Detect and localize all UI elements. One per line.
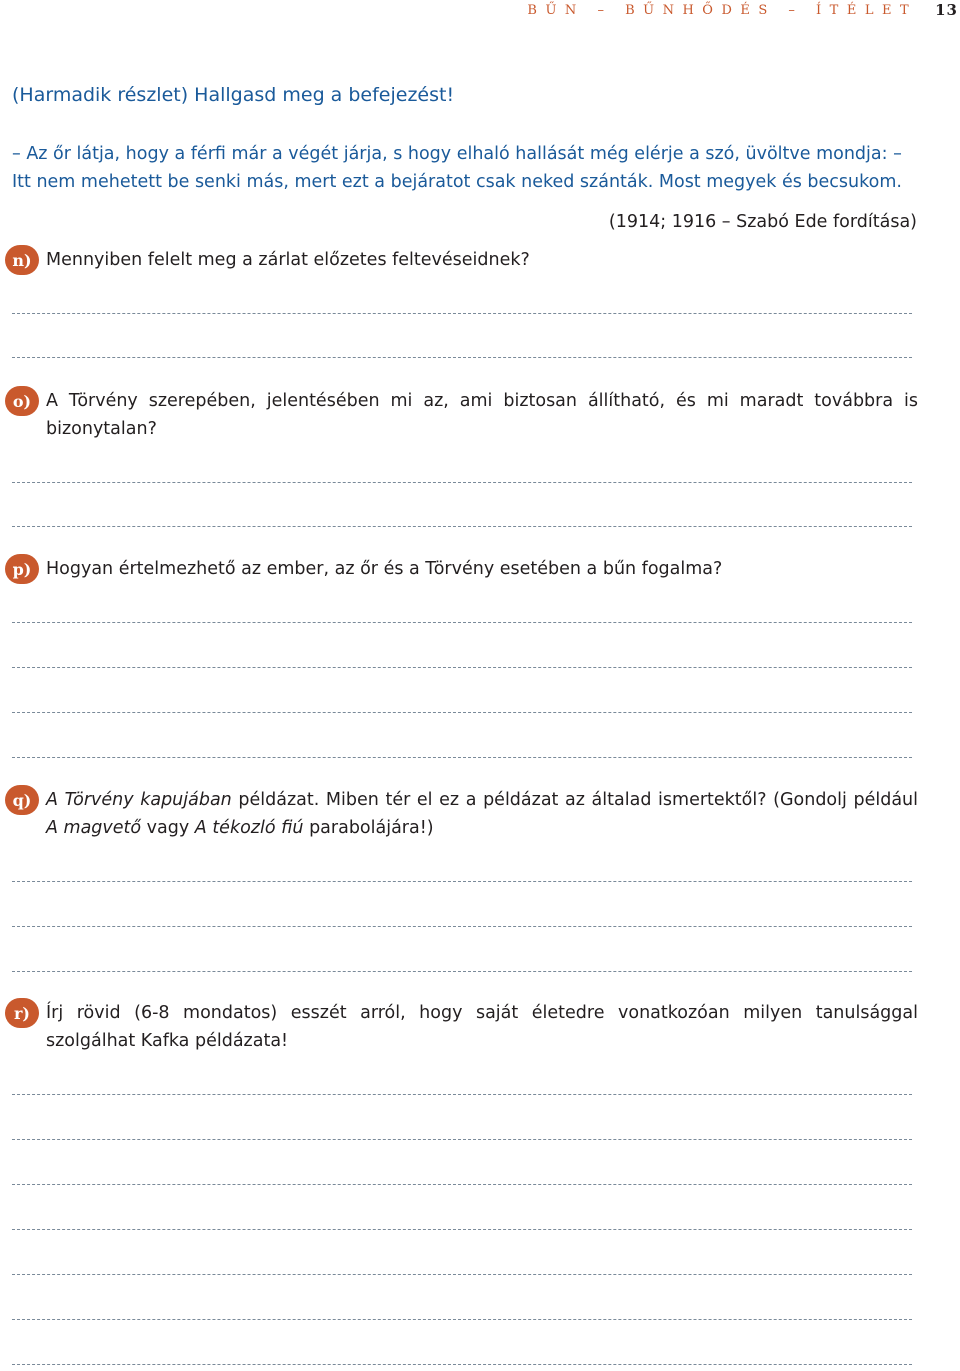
answer-line[interactable] — [12, 712, 912, 713]
page-number: 13 — [935, 1, 958, 19]
question-r-badge: r) — [5, 998, 39, 1028]
question-p-text: Hogyan értelmezhető az ember, az őr és a Törvény esetében a bűn fogalma? — [46, 559, 723, 579]
answer-line[interactable] — [12, 1274, 912, 1275]
question-q-badge: q) — [5, 785, 39, 815]
answer-line[interactable] — [12, 926, 912, 927]
excerpt-title: (Harmadik részlet) Hallgasd meg a befejezést! — [12, 84, 455, 106]
answer-line[interactable] — [12, 881, 912, 882]
answer-line[interactable] — [12, 971, 912, 972]
question-q-title-italic: A Törvény kapujában — [46, 790, 232, 810]
question-q-text-part: példázat. Miben tér el ez a példázat az általad ismertektől? (Gondolj például — [231, 790, 918, 810]
answer-line[interactable] — [12, 357, 912, 358]
question-o-badge: o) — [5, 386, 39, 416]
question-r-text: Írj rövid (6-8 mondatos) esszét arról, hogy saját életedre vonatkozóan milyen tanulsággal szolgálhat Kafka példázata! — [46, 1003, 918, 1051]
question-q-title-italic: A magvető — [46, 818, 142, 838]
excerpt-text: – Az őr látja, hogy a férfi már a végét járja, s hogy elhaló hallását még elérje a szó, üvöltve mondja: – Itt nem mehetett be senki más, mert ezt a bejáratot csak neked szánták. Most megyek és becsukom. — [12, 144, 902, 192]
answer-line[interactable] — [12, 667, 912, 668]
header-title: BŰN – BŰNHŐDÉS – ÍTÉLET — [527, 2, 918, 18]
question-q-text — [46, 786, 918, 842]
answer-line[interactable] — [12, 1229, 912, 1230]
running-header — [527, 0, 960, 20]
source-citation: (1914; 1916 – Szabó Ede fordítása) — [608, 212, 917, 232]
question-n-badge: n) — [5, 245, 39, 275]
answer-line[interactable] — [12, 622, 912, 623]
answer-line[interactable] — [12, 1319, 912, 1320]
question-q-text-part: vagy — [141, 818, 195, 838]
question-p-badge: p) — [5, 554, 39, 584]
question-q-title-italic: A tékozló fiú — [194, 818, 304, 838]
question-o-text: A Törvény szerepében, jelentésében mi az, ami biztosan állítható, és mi maradt továbbra is bizonytalan? — [46, 391, 918, 439]
answer-line[interactable] — [12, 757, 912, 758]
answer-line[interactable] — [12, 1094, 912, 1095]
question-q-text-part: parabolájára!) — [303, 818, 434, 838]
answer-line[interactable] — [12, 482, 912, 483]
answer-line[interactable] — [12, 1184, 912, 1185]
question-n-text: Mennyiben felelt meg a zárlat előzetes feltevéseidnek? — [46, 250, 530, 270]
answer-line[interactable] — [12, 1364, 912, 1365]
answer-line[interactable] — [12, 526, 912, 527]
answer-line[interactable] — [12, 313, 912, 314]
answer-line[interactable] — [12, 1139, 912, 1140]
